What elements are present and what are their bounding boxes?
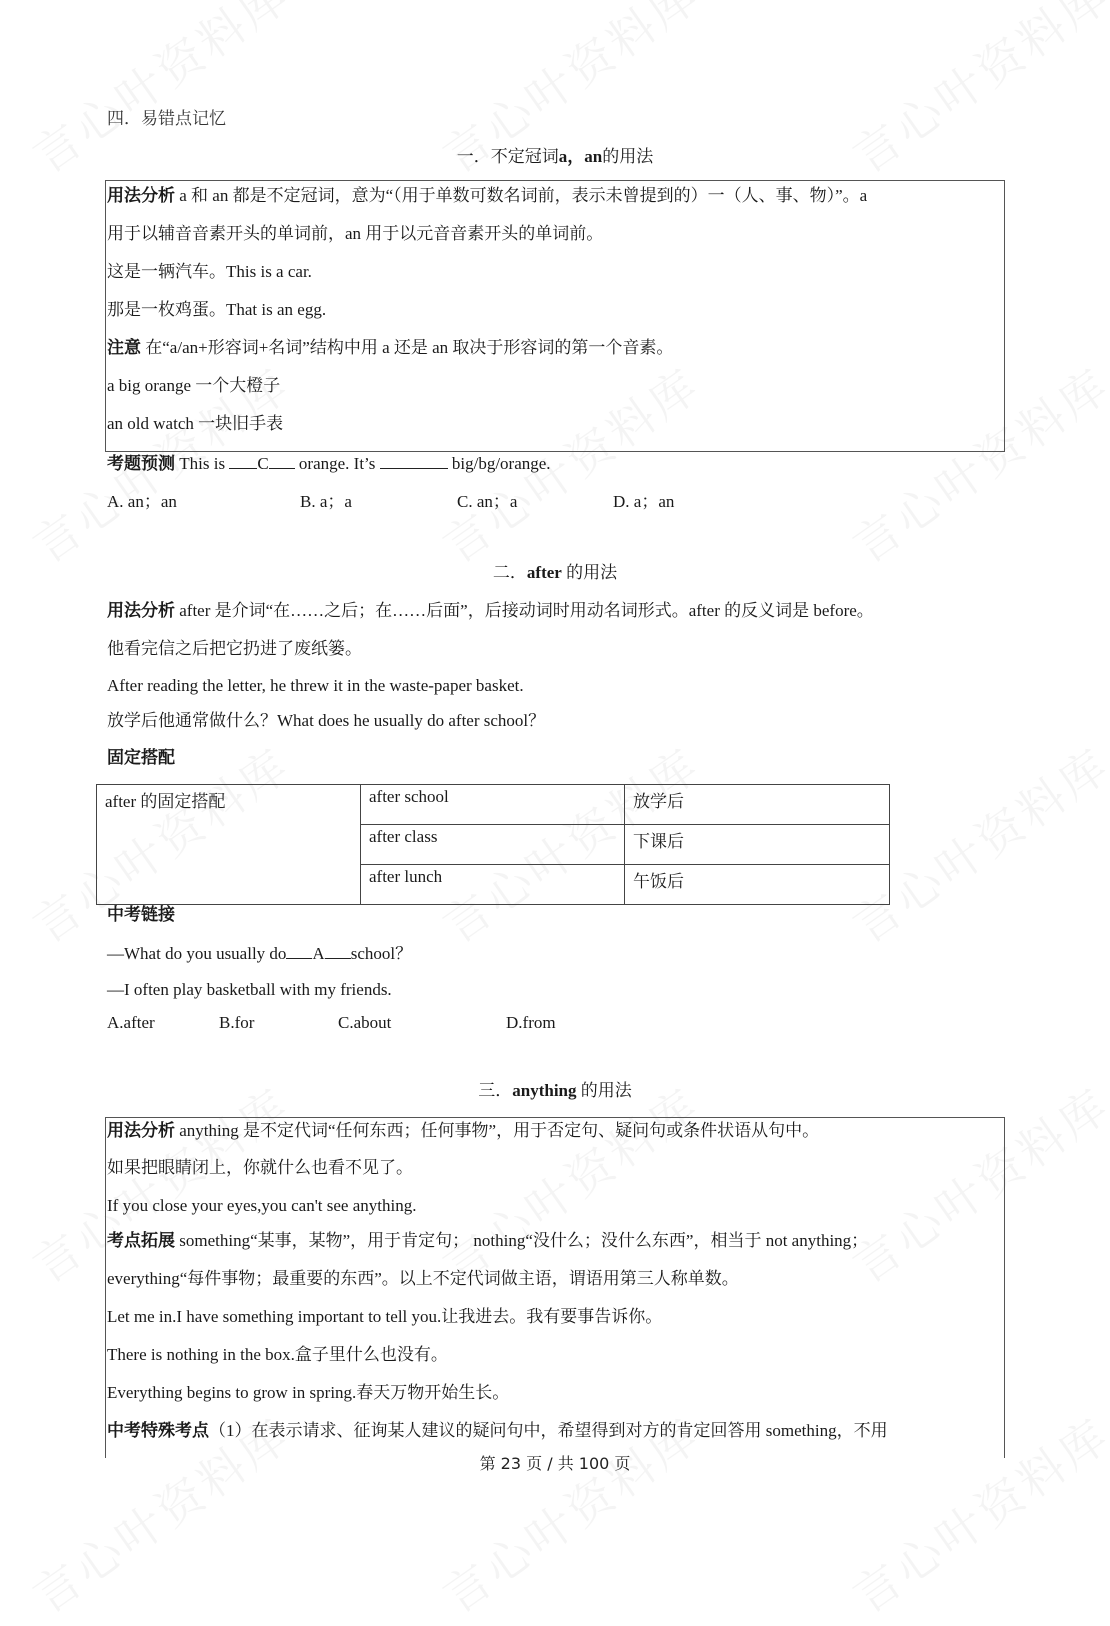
analysis-label: 用法分析 <box>107 186 175 205</box>
option: C.about <box>338 1013 392 1032</box>
exam-link-label: 中考链接 <box>107 905 175 924</box>
blank <box>380 452 448 469</box>
part3-extend-example: Everything begins to grow in spring.春天万物开始生长。 <box>107 1383 510 1402</box>
part3-extend-example: Let me in.I have something important to tell you.让我进去。我有要事告诉你。 <box>107 1307 663 1326</box>
table-cell-en: after class <box>361 825 625 865</box>
part1-heading: 一．不定冠词a，an的用法 <box>456 147 654 166</box>
part2-analysis: 用法分析 after 是介词“在……之后；在……后面”，后接动词时用动名词形式。after 的反义词是 before。 <box>107 601 874 620</box>
part3-extend: 考点拓展 something“某事，某物”，用于肯定句； nothing“没什么；没什么东西”，相当于 not anything； <box>107 1231 869 1250</box>
blank <box>325 942 351 959</box>
dialogue-question: —What do you usually do A school？ <box>107 944 413 963</box>
option: A. an；an <box>107 492 177 511</box>
option: B. a；a <box>300 492 352 511</box>
extend-label: 考点拓展 <box>107 1231 175 1250</box>
part2-heading: 二．after 的用法 <box>492 563 618 582</box>
quiz-label: 考题预测 <box>107 454 175 473</box>
option: D. a；an <box>613 492 675 511</box>
special-label: 中考特殊考点 <box>107 1421 209 1440</box>
part2-example: 他看完信之后把它扔进了废纸篓。 <box>107 639 362 658</box>
part1-note-example: a big orange 一个大橙子 <box>107 376 281 395</box>
blank <box>229 452 257 469</box>
table-cell-en: after school <box>361 785 625 825</box>
dialogue-answer: —I often play basketball with my friends. <box>107 980 392 999</box>
collocation-table <box>96 784 890 905</box>
part3-analysis: 用法分析 anything 是不定代词“任何东西；任何事物”，用于否定句、疑问句或条件状语从句中。 <box>107 1121 820 1140</box>
part1-quiz: 考题预测 This is C orange. It’s big/bg/orange. <box>107 454 551 473</box>
part2-example: After reading the letter, he threw it in the waste-paper basket. <box>107 676 524 695</box>
answer-fill: A <box>312 944 325 963</box>
table-cell-zh: 下课后 <box>625 825 890 865</box>
table-cell-en: after lunch <box>361 865 625 905</box>
blank <box>269 452 295 469</box>
part3-example: 如果把眼睛闭上，你就什么也看不见了。 <box>107 1158 413 1177</box>
option: D.from <box>506 1013 556 1032</box>
part3-extend-example: There is nothing in the box.盒子里什么也没有。 <box>107 1345 448 1364</box>
section-title: 四．易错点记忆 <box>107 109 226 129</box>
part1-example: 这是一辆汽车。This is a car. <box>107 262 312 281</box>
table-group-cell: after 的固定搭配 <box>97 785 361 905</box>
option: B.for <box>219 1013 255 1032</box>
part3-example: If you close your eyes,you can't see anything. <box>107 1196 417 1215</box>
part1-analysis-line2: 用于以辅音音素开头的单词前，an 用于以元音音素开头的单词前。 <box>107 224 604 243</box>
part3-special: 中考特殊考点（1）在表示请求、征询某人建议的疑问句中，希望得到对方的肯定回答用 something，不用 <box>107 1421 888 1440</box>
note-label: 注意 <box>107 338 141 357</box>
table-cell-zh: 放学后 <box>625 785 890 825</box>
table-cell-zh: 午饭后 <box>625 865 890 905</box>
part1-note-example: an old watch 一块旧手表 <box>107 414 284 433</box>
option: C. an；a <box>457 492 518 511</box>
answer-fill: C <box>257 454 269 473</box>
collocation-label: 固定搭配 <box>107 748 175 767</box>
part3-extend-line2: everything“每件事物；最重要的东西”。以上不定代词做主语，谓语用第三人称单数。 <box>107 1269 739 1288</box>
page-number: 第 23 页 / 共 100 页 <box>479 1454 631 1473</box>
analysis-label: 用法分析 <box>107 1121 175 1140</box>
part1-analysis-line1: 用法分析 a 和 an 都是不定冠词，意为“（用于单数可数名词前，表示未曾提到的）一（人、事、物）”。a <box>107 186 868 205</box>
option: A.after <box>107 1013 155 1032</box>
table-row <box>97 785 890 825</box>
analysis-label: 用法分析 <box>107 601 175 620</box>
blank <box>286 942 312 959</box>
part1-note: 注意 在“a/an+形容词+名词”结构中用 a 还是 an 取决于形容词的第一个音素。 <box>107 338 674 357</box>
part3-heading: 三．anything 的用法 <box>478 1081 632 1100</box>
part1-example: 那是一枚鸡蛋。That is an egg. <box>107 300 327 319</box>
part2-example: 放学后他通常做什么？What does he usually do after school？ <box>107 711 546 730</box>
